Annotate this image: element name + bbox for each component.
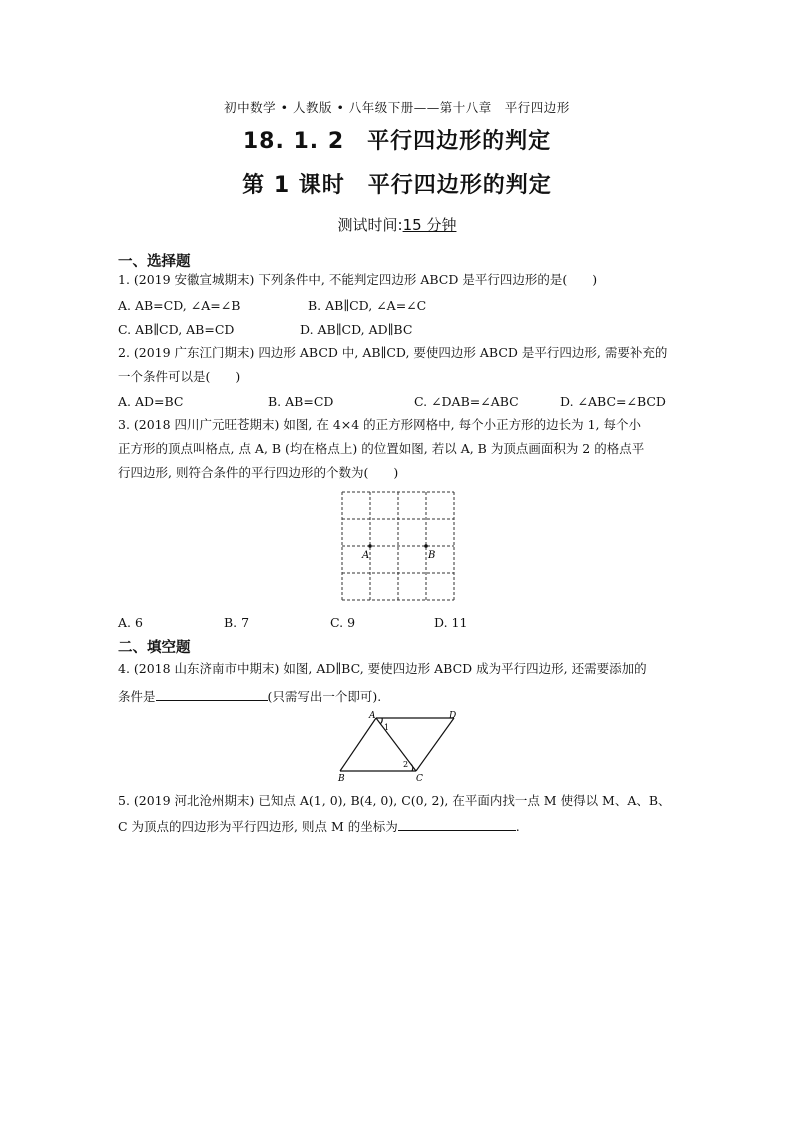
section-title-choice: 一、选择题 — [118, 254, 191, 270]
q4-stem-line2 — [118, 688, 678, 704]
q3-option-d: D. 11 — [434, 615, 468, 630]
q3-stem-line1: 3. (2018 四川广元旺苍期末) 如图, 在 4×4 的正方形网格中, 每个小正方形的边长为 1, 每个小 — [118, 417, 642, 432]
q3-option-c: C. 9 — [330, 615, 356, 630]
q2-option-b: B. AB=CD — [268, 394, 334, 409]
breadcrumb: 初中数学 • 人教版 • 八年级下册——第十八章 平行四边形 — [224, 100, 570, 115]
test-time-value: 15 分钟 — [402, 216, 457, 234]
angle-2-arc — [411, 764, 413, 771]
test-time-label: 测试时间: — [337, 216, 403, 234]
q4-answer-blank[interactable] — [156, 688, 268, 701]
test-time — [0, 214, 794, 235]
q2-option-c: C. ∠DAB=∠ABC — [414, 394, 519, 409]
q4-stem-after: (只需写出一个即可). — [267, 689, 382, 704]
grid-point-b — [424, 544, 428, 548]
grid-label-b: B — [428, 550, 436, 561]
q5-answer-blank[interactable] — [398, 818, 516, 831]
q1-option-a: A. AB=CD, ∠A=∠B — [118, 298, 241, 313]
grid-label-a: A — [362, 550, 370, 561]
vertex-label-d: D — [449, 711, 457, 721]
lesson-title: 第 1 课时 平行四边形的判定 — [242, 173, 552, 198]
page-title: 18. 1. 2 平行四边形的判定 — [242, 129, 552, 154]
grid-point-a — [368, 544, 372, 548]
angle-label-1: 1 — [384, 723, 390, 732]
q5-stem-before: C 为顶点的四边形为平行四边形, 则点 M 的坐标为 — [118, 819, 398, 834]
angle-label-2: 2 — [403, 760, 409, 769]
q5-stem-line2 — [118, 818, 678, 834]
q3-stem-line3: 行四边形, 则符合条件的平行四边形的个数为( ) — [118, 465, 399, 480]
q4-stem-before: 条件是 — [118, 689, 156, 704]
q2-option-a: A. AD=BC — [118, 394, 184, 409]
q3-grid-figure — [338, 488, 458, 606]
q1-option-b: B. AB∥CD, ∠A=∠C — [308, 298, 427, 313]
q3-stem-line2: 正方形的顶点叫格点, 点 A, B (均在格点上) 的位置如图, 若以 A, B 为顶点画面积为 2 的格点平 — [118, 441, 645, 456]
q3-option-a: A. 6 — [118, 615, 143, 630]
q3-option-b: B. 7 — [224, 615, 250, 630]
q4-stem-line1: 4. (2018 山东济南市中期末) 如图, AD∥BC, 要使四边形 ABCD 成为平行四边形, 还需要添加的 — [118, 661, 647, 676]
vertex-label-c: C — [416, 774, 423, 784]
q4-parallelogram-figure — [334, 708, 468, 784]
section-title-fill: 二、填空题 — [118, 640, 191, 656]
q2-stem-line2: 一个条件可以是( ) — [118, 369, 241, 384]
diagonal-ac — [376, 718, 416, 771]
vertex-label-b: B — [338, 774, 345, 784]
q2-stem-line1: 2. (2019 广东江门期末) 四边形 ABCD 中, AB∥CD, 要使四边形 ABCD 是平行四边形, 需要补充的 — [118, 345, 668, 360]
q1-option-c: C. AB∥CD, AB=CD — [118, 322, 235, 337]
q5-stem-line1: 5. (2019 河北沧州期末) 已知点 A(1, 0), B(4, 0), C(0, 2), 在平面内找一点 M 使得以 M、A、B、 — [118, 793, 671, 808]
vertex-label-a: A — [369, 711, 376, 721]
q5-stem-after: . — [515, 819, 520, 834]
segment-ab — [340, 718, 376, 771]
q1-option-d: D. AB∥CD, AD∥BC — [300, 322, 413, 337]
segment-dc — [416, 718, 454, 771]
q1-stem: 1. (2019 安徽宣城期末) 下列条件中, 不能判定四边形 ABCD 是平行四边形的是( ) — [118, 272, 598, 287]
q2-option-d: D. ∠ABC=∠BCD — [560, 394, 666, 409]
angle-1-arc — [380, 718, 382, 724]
